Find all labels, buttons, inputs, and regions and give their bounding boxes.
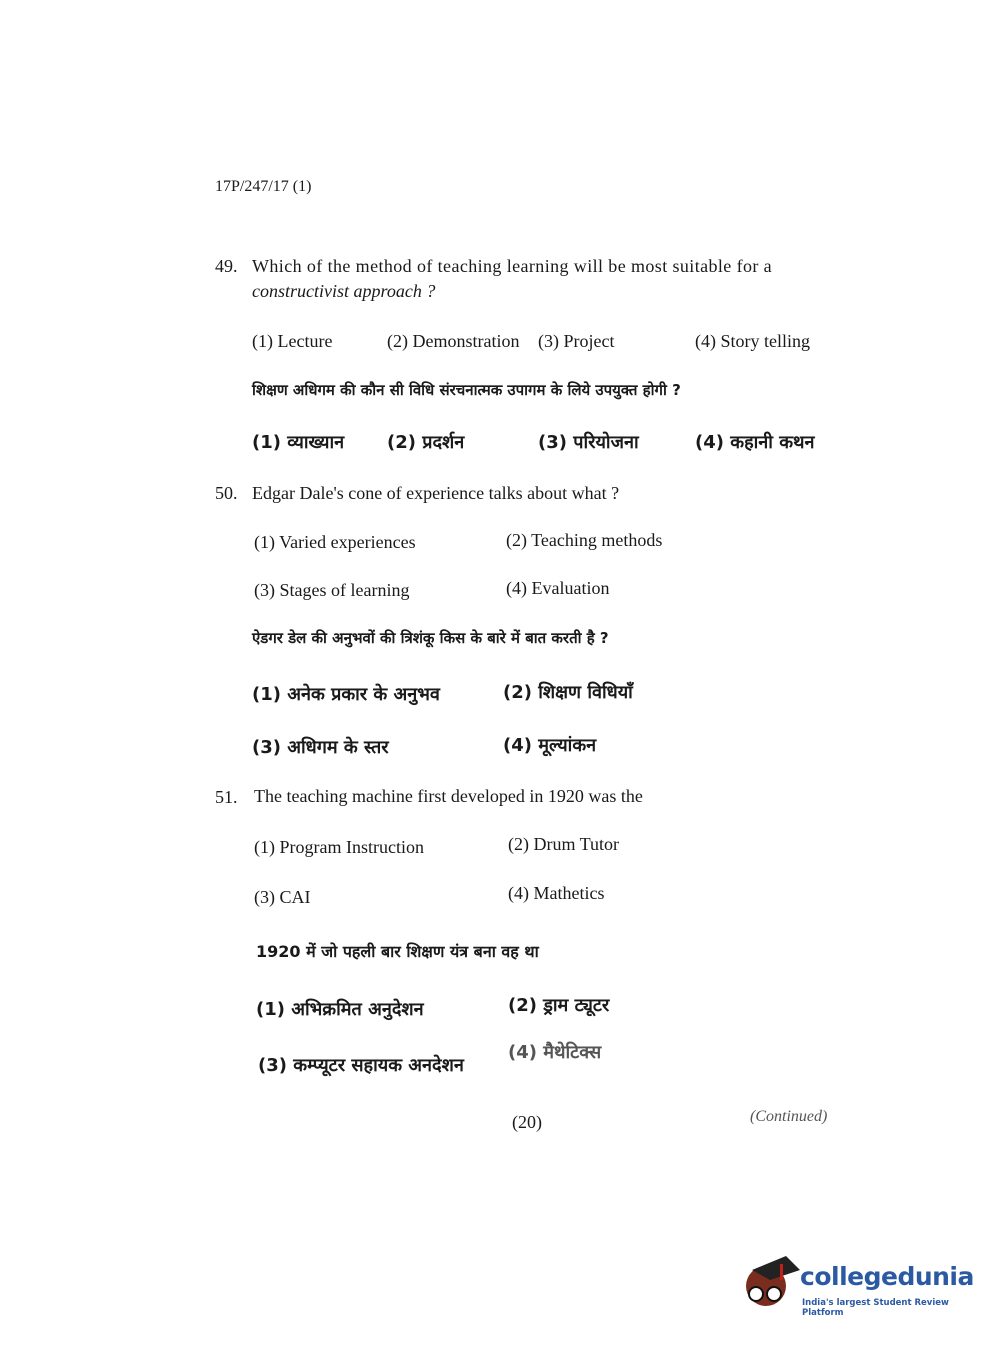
hindi-option: (1) व्याख्यान <box>252 432 345 453</box>
question-number: 49. <box>215 256 238 276</box>
hindi-option: (1) अभिक्रमित अनुदेशन <box>256 999 424 1020</box>
option: (2) Demonstration <box>387 331 520 351</box>
continued-label: (Continued) <box>750 1108 828 1125</box>
option: (1) Lecture <box>252 331 333 351</box>
option: (4) Mathetics <box>508 883 605 903</box>
hindi-option: (3) परियोजना <box>538 432 639 453</box>
option: (1) Program Instruction <box>254 837 424 857</box>
brand-tagline: India's largest Student Review Platform <box>802 1298 949 1318</box>
hindi-question: 1920 में जो पहली बार शिक्षण यंत्र बना वह था <box>256 942 539 961</box>
brand-name: collegedunia <box>800 1262 974 1291</box>
option: (3) CAI <box>254 887 311 907</box>
hindi-option: (2) प्रदर्शन <box>387 432 465 453</box>
question-text-line2: constructivist approach ? <box>252 281 436 301</box>
hindi-question: ऐडगर डेल की अनुभवों की त्रिशंकू किस के बारे में बात करती है ? <box>252 629 609 647</box>
hindi-option: (3) अधिगम के स्तर <box>252 737 389 758</box>
hindi-option: (4) मूल्यांकन <box>503 735 597 756</box>
collegedunia-logo <box>742 1250 972 1320</box>
hindi-option: (2) ड्राम ट्यूटर <box>508 995 610 1016</box>
option: (4) Evaluation <box>506 578 610 598</box>
paper-code: 17P/247/17 (1) <box>215 178 312 195</box>
hindi-option: (3) कम्प्यूटर सहायक अनदेशन <box>258 1055 464 1076</box>
hindi-question: शिक्षण अधिगम की कौन सी विधि संरचनात्मक उपागम के लिये उपयुक्त होगी ? <box>252 381 681 399</box>
option: (3) Project <box>538 331 615 351</box>
mascot-icon <box>742 1250 800 1320</box>
question-text: The teaching machine first developed in 1920 was the <box>254 786 643 806</box>
hindi-option: (1) अनेक प्रकार के अनुभव <box>252 684 440 705</box>
hindi-option: (2) शिक्षण विधियाँ <box>503 682 633 703</box>
option: (2) Teaching methods <box>506 530 663 550</box>
hindi-option: (4) कहानी कथन <box>695 432 815 453</box>
option: (4) Story telling <box>695 331 810 351</box>
page-number: (20) <box>512 1112 542 1132</box>
option: (1) Varied experiences <box>254 532 416 552</box>
question-number: 50. <box>215 483 238 503</box>
question-text: Edgar Dale's cone of experience talks about what ? <box>252 483 620 503</box>
question-text: Which of the method of teaching learning will be most suitable for a <box>252 256 773 276</box>
option: (3) Stages of learning <box>254 580 410 600</box>
option: (2) Drum Tutor <box>508 834 620 854</box>
question-number: 51. <box>215 787 238 807</box>
hindi-option-truncated: (4) मैथेटिक्स <box>508 1042 602 1063</box>
